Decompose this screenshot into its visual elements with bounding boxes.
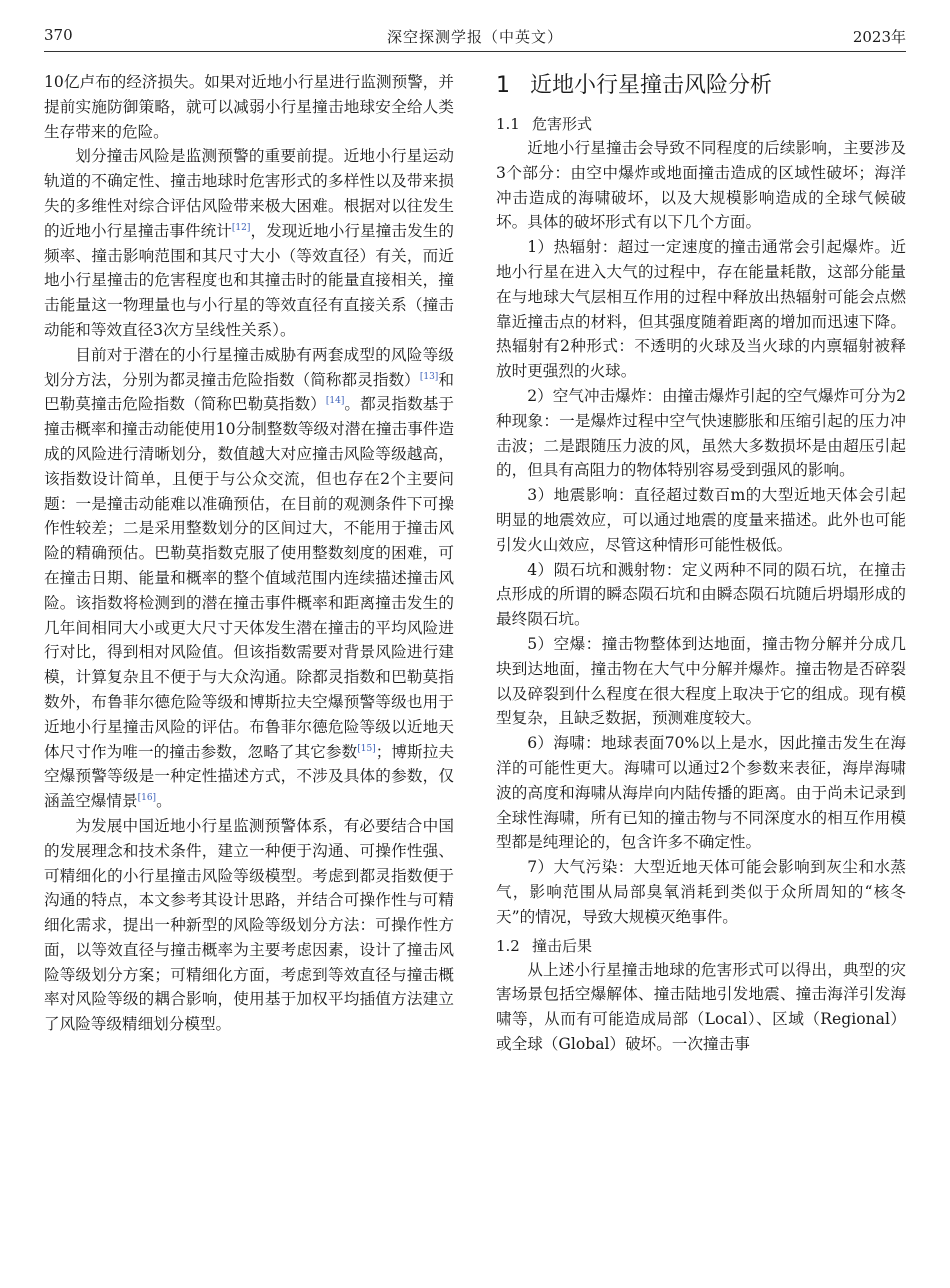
right-column — [496, 70, 906, 1057]
paragraph-risk-division: 划分撞击风险是监测预警的重要前提。近地小行星运动轨道的不确定性、撞击地球时危害形式的多样性以及带来损失的多维性对综合评估风险带来极大困难。根据对以往发生的近地小行星撞击事件统计[12]，发现近地小行星撞击发生的频率、撞击影响范围和其尺寸大小（等效直径）有关，而近地小行星撞击的危害程度也和其撞击时的能量直接相关，撞击能量这一物理量也与小行星的等效直径有直接关系（撞击动能和等效直径3次方呈线性关系）。 — [44, 147, 454, 339]
citation-13[interactable]: [13] — [419, 371, 439, 382]
list-item-crater: 4）陨石坑和溅射物：定义两种不同的陨石坑，在撞击点形成的所谓的瞬态陨石坑和由瞬态陨石坑随后坍塌形成的最终陨石坑。 — [496, 560, 906, 629]
citation-12[interactable]: [12] — [231, 222, 251, 233]
paragraph-consequences: 从上述小行星撞击地球的危害形式可以得出，典型的灾害场景包括空爆解体、撞击陆地引发地震、撞击海洋引发海啸等，从而有可能造成局部（Local）、区域（Regional）或全球（Global）破坏。一次撞击事 — [496, 960, 906, 1053]
header-rule — [44, 51, 906, 52]
running-header — [44, 22, 906, 52]
paragraph-proposed-method: 为发展中国近地小行星监测预警体系，有必要结合中国的发展理念和技术条件，建立一种便于沟通、可操作性强、可精细化的小行星撞击风险等级模型。考虑到都灵指数便于沟通的特点，本文参考其设计思路，并结合可操作性与可精细化需求，提出一种新型的风险等级划分方法：可操作性方面，以等效直径与撞击概率为主要考虑因素，设计了撞击风险等级划分方案；可精细化方面，考虑到等效直径与撞击概率对风险等级的耦合影响，使用基于加权平均插值方法建立了风险等级精细划分模型。 — [44, 816, 454, 1034]
paragraph-hazard-intro: 近地小行星撞击会导致不同程度的后续影响，主要涉及3个部分：由空中爆炸或地面撞击造成的区域性破坏；海洋冲击造成的海啸破坏，以及大规模影响造成的全球气候破坏。具体的破坏形式有以下几个方面。 — [496, 139, 906, 232]
list-item-air-blast: 2）空气冲击爆炸：由撞击爆炸引起的空气爆炸可分为2种现象：一是爆炸过程中空气快速膨胀和压缩引起的压力冲击波；二是跟随压力波的风，虽然大多数损坏是由超压引起的，但具有高阻力的物体特别容易受到强风的影响。 — [496, 386, 906, 480]
section-heading: 1 近地小行星撞击风险分析 — [496, 73, 773, 98]
list-item-tsunami: 6）海啸：地球表面70%以上是水，因此撞击发生在海洋的可能性更大。海啸可以通过2个参数来表征，海岸海啸波的高度和海啸从海岸向内陆传播的距离。由于尚未记录到全球性海啸，所有已知的撞击物与不同深度水的相互作用模型都是纯理论的，包含许多不确定性。 — [496, 734, 906, 852]
citation-14[interactable]: [14] — [325, 396, 345, 407]
citation-15[interactable]: [15] — [357, 743, 376, 754]
list-item-seismic: 3）地震影响：直径超过数百m的大型近地天体会引起明显的地震效应，可以通过地震的度量来描述。此外也可能引发火山效应，尽管这种情形可能性极低。 — [496, 486, 906, 554]
list-item-airburst: 5）空爆：撞击物整体到达地面，撞击物分解并分成几块到达地面，撞击物在大气中分解并爆炸。撞击物是否碎裂以及碎裂到什么程度在很大程度上取决于它的组成。现有模型复杂，且缺乏数据，预测难度较大。 — [496, 634, 906, 728]
page-number: 370 — [44, 26, 73, 44]
journal-title: 深空探测学报（中英文） — [386, 28, 563, 46]
publication-year: 2023年 — [852, 28, 906, 46]
paragraph-continued: 10亿卢布的经济损失。如果对近地小行星进行监测预警，并提前实施防御策略，就可以减弱小行星撞击地球安全给人类生存带来的危险。 — [44, 73, 454, 141]
list-item-thermal-radiation: 1）热辐射：超过一定速度的撞击通常会引起爆炸。近地小行星在进入大气的过程中，存在能量耗散，这部分能量在与地球大气层相互作用的过程中释放出热辐射可能会点燃靠近撞击点的材料，但其强度随着距离的增加而迅速下降。热辐射有2种形式：不透明的火球及当火球的内禀辐射被释放时更强烈的火球。 — [496, 238, 906, 381]
citation-16[interactable]: [16] — [137, 793, 157, 804]
subsection-heading-hazard-forms: 1.1 危害形式 — [496, 115, 593, 133]
left-column — [44, 70, 454, 1037]
subsection-heading-consequences: 1.2 撞击后果 — [496, 936, 593, 955]
paragraph-risk-indices: 目前对于潜在的小行星撞击威胁有两套成型的风险等级划分方法，分别为都灵撞击危险指数（简称都灵指数）[13]和巴勒莫撞击危险指数（简称巴勒莫指数）[14]。都灵指数基于撞击概率和撞击动能使用10分制整数等级对潜在撞击事件造成的风险进行清晰划分，数值越大对应撞击风险等级越高，该指数设计简单，且便于与公众交流，但也存在2个主要问题：一是撞击动能难以准确预估，在目前的观测条件下可操作性较差；二是采用整数划分的区间过大，不能用于撞击风险的精确预估。巴勒莫指数克服了使用整数刻度的困难，可在撞击日期、能量和概率的整个值域范围内连续描述撞击风险。该指数将检测到的潜在撞击事件概率和距离撞击发生的几年间相同大小或更大尺寸天体发生潜在撞击的平均风险进行对比，得到相对风险值。但该指数需要对背景风险进行建模，计算复杂且不便于与大众沟通。除都灵指数和巴勒莫指数外，布鲁菲尔德危险等级和博斯拉夫空爆预警等级也用于近地小行星撞击风险的评估。布鲁菲尔德危险等级以近地天体尺寸作为唯一的撞击参数，忽略了其它参数[15]；博斯拉夫空爆预警等级是一种定性描述方式，不涉及具体的参数，仅涵盖空爆情景[16]。 — [44, 345, 454, 811]
list-item-atmospheric-pollution: 7）大气污染：大型近地天体可能会影响到灰尘和水蒸气，影响范围从局部臭氧消耗到类似于众所周知的“核冬天”的情况，导致大规模灭绝事件。 — [496, 858, 906, 926]
